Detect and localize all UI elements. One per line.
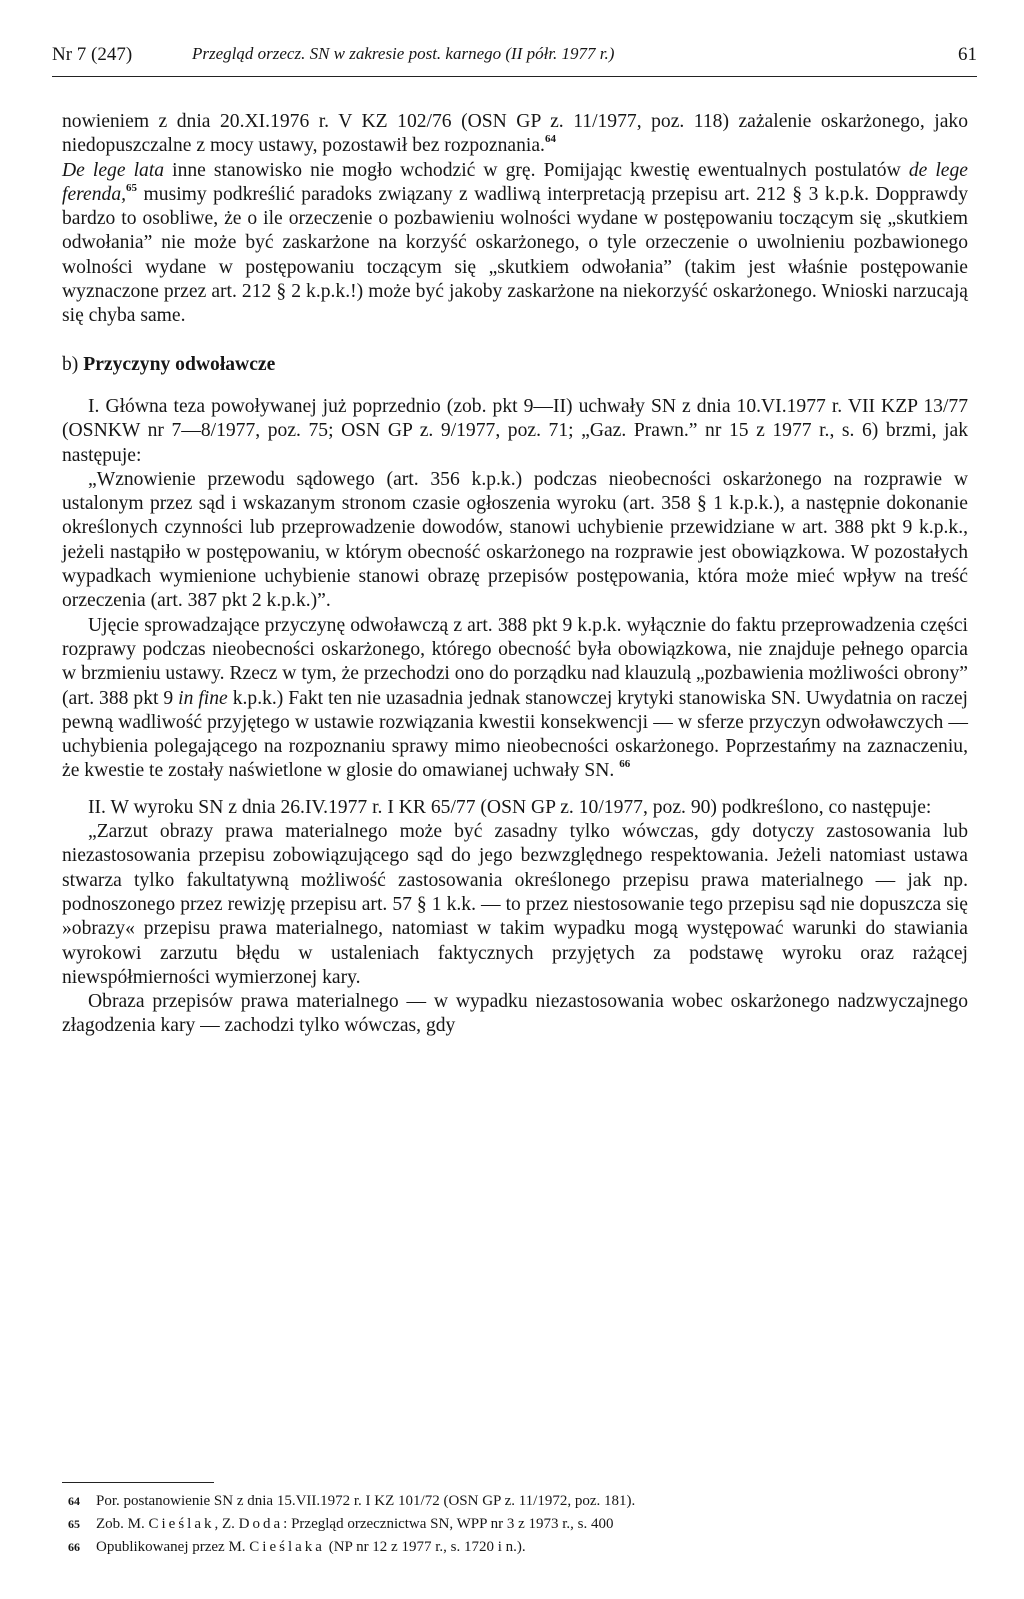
- issue-number: Nr 7 (247): [52, 44, 133, 65]
- text-run-italic: in fine: [178, 687, 228, 709]
- section-title: Przyczyny odwoławcze: [83, 353, 276, 375]
- quotation: „Wznowienie przewodu sądowego (art. 356 k.p.k.) podczas nieobecności oskarżonego na rozprawie w ustalonym przez sąd i wskazanym stronom czasie ogłoszenia wyroku (art. 358 § 1 k.p.k.), a następnie dokonanie określonych czynności lub przeprowadzenie dowodów, stanowi uchybienie przewidziane w art. 388 pkt 9 k.p.k., jeżeli nastąpiło w postępowaniu, w którym obecność oskarżonego na rozprawie jest obowiązkowa. W pozostałych wypadkach wymienione uchybienie stanowi obrazę przepisów postępowania, która może mieć wpływ na treść orzeczenia (art. 387 pkt 2 k.p.k.)”.: [62, 468, 968, 612]
- footnote-text: Zob. M.: [96, 1516, 149, 1532]
- text-run: inne stanowisko nie mogło wchodzić w grę. Pomijając kwestię ewentualnych postulatów: [164, 159, 909, 181]
- footnote-text: : Przegląd orzecznictwa SN, WPP nr 3 z 1973 r., s. 400: [283, 1516, 614, 1532]
- page-number: 61: [958, 44, 977, 65]
- footnotes: [68, 1490, 968, 1559]
- paragraph: [62, 614, 968, 784]
- author-name: Doda: [238, 1516, 284, 1532]
- header-rule: [52, 76, 977, 77]
- text-run-italic: de lege ferenda,: [62, 159, 968, 205]
- footnote: [68, 1490, 968, 1513]
- footnote-ref-66: 66: [619, 758, 631, 771]
- paragraph: I. Główna teza powoływanej już poprzednio (zob. pkt 9—II) uchwały SN z dnia 10.VI.1977 r. VII KZP 13/77 (OSNKW nr 7—8/1977, poz. 75; OSN GP z. 9/1977, poz. 71; „Gaz. Prawn.” nr 15 z 1977 r., s. 6) brzmi, jak następuje:: [62, 395, 968, 466]
- journal-title: Przegląd orzecz. SN w zakresie post. karnego (II półr. 1977 r.): [192, 44, 615, 63]
- text-run: musimy podkreślić paradoks związany z wadliwą interpretacją przepisu art. 212 § 3 k.p.k. Dopprawdy bardzo to osobliwe, że o ile orzeczenie o pozbawieniu wolności wydane w postępowaniu toczącym się „skutkiem odwołania” nie może być zaskarżone na korzyść oskarżonego, o tyle orzeczenie o uwolnieniu pozbawionego wolności wydane w postępowaniu toczącym się „skutkiem odwołania” (takim jest właśnie postępowanie wyznaczone przez art. 212 § 2 k.p.k.!) może być jakoby zaskarżone na niekorzyść oskarżonego. Wnioski narzucają się chyba same.: [62, 183, 968, 327]
- footnote-text: , Z.: [214, 1516, 239, 1532]
- footnote-text: Opublikowanej przez M.: [96, 1539, 250, 1555]
- footnote: [68, 1536, 968, 1559]
- text-run: Ujęcie sprowadzające przyczynę odwoławczą z art. 388 pkt 9 k.p.k. wyłącznie do faktu przeprowadzenia części rozprawy podczas nieobecności oskarżonego, którego obecność była obowiązkowa, nie znajduje pełnego oparcia w brzmieniu ustawy. Rzecz w tym, że przechodzi ono do porządku nad klauzulą „pozbawienia możliwości obrony” (art. 388 pkt 9: [62, 614, 968, 709]
- footnote-number: 66: [68, 1540, 80, 1554]
- footnote-ref-65: 65: [126, 181, 138, 194]
- author-name: Cieślak: [148, 1516, 215, 1532]
- section-heading: [62, 353, 968, 377]
- section-label: b): [62, 353, 79, 375]
- paragraph: II. W wyroku SN z dnia 26.IV.1977 r. I KR 65/77 (OSN GP z. 10/1977, poz. 90) podkreślono, co następuje:: [88, 796, 932, 818]
- main-text: [62, 110, 968, 1039]
- quotation: „Zarzut obrazy prawa materialnego może być zasadny tylko wówczas, gdy dotyczy zastosowania lub niezastosowania przepisu zobowiązującego sąd do jego bezwzględnego respektowania. Jeżeli natomiast ustawa stwarza tylko fakultatywną możliwość zastosowania określonego przepisu prawa materialnego — jak np. podnoszonego przez rewizję przepisu art. 57 § 1 k.k. — to przez niestosowanie tego przepisu sąd nie dopuszcza się »obrazy« przepisu prawa materialnego, natomiast w takim wypadku mogą występować warunki do stawiania wyrokowi zarzutu błędu w ustaleniach faktycznych przyjętych za podstawę wyroku oraz rażącej niewspółmierności wymierzonej kary.: [62, 821, 968, 988]
- paragraph-continuation: [62, 110, 968, 329]
- text-run-italic: De lege lata: [62, 159, 165, 181]
- footnote: [68, 1513, 968, 1536]
- author-name: Cieślaka: [249, 1539, 325, 1555]
- text-run: nowieniem z dnia 20.XI.1976 r. V KZ 102/76 (OSN GP z. 11/1977, poz. 118) zażalenie oskarżonego, jako niedopuszczalne z mocy ustawy, pozostawił bez rozpoznania.: [62, 111, 968, 157]
- footnote-ref-64: 64: [544, 133, 556, 146]
- paragraph: Obraza przepisów prawa materialnego — w wypadku niezastosowania wobec oskarżonego nadzwyczajnego złagodzenia kary — zachodzi tylko wówczas, gdy: [62, 991, 968, 1037]
- footnote-rule: [62, 1482, 214, 1483]
- text-run: k.p.k.) Fakt ten nie uzasadnia jednak stanowczej krytyki stanowiska SN. Uwydatnia on raczej pewną wadliwość przyjętego w ustawie rozwiązania kwestii konsekwencji — w sferze przyczyn odwoławczych — uchybienia polegającego na rozpoznaniu sprawy mimo nieobecności oskarżonego. Poprzestańmy na zaznaczeniu, że kwestie te zostały naświetlone w glosie do omawianej uchwały SN.: [62, 687, 968, 782]
- footnote-text: (NP nr 12 z 1977 r., s. 1720 i n.).: [324, 1539, 526, 1555]
- running-header: [52, 44, 977, 70]
- footnote-number: 65: [68, 1517, 80, 1531]
- footnote-number: 64: [68, 1494, 80, 1508]
- footnote-text: Por. postanowienie SN z dnia 15.VII.1972 r. I KZ 101/72 (OSN GP z. 11/1972, poz. 181).: [96, 1493, 636, 1509]
